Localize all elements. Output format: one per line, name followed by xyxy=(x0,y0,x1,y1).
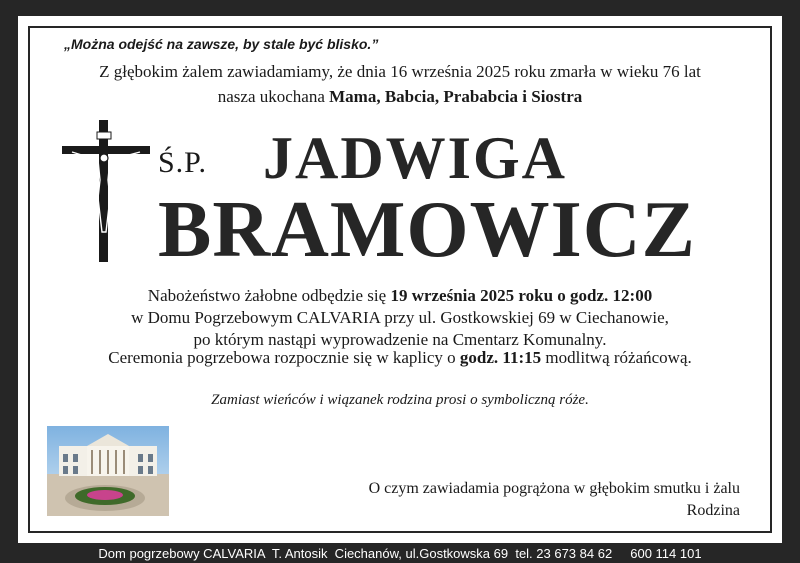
intro-line-1: Z głębokim żalem zawiadamiamy, że dnia 16 września 2025 roku zmarła w wieku 76 lat xyxy=(99,62,701,81)
closing-line-1: O czym zawiadamia pogrążona w głębokim smutku i żalu xyxy=(368,480,740,497)
deceased-prefix: Ś.P. xyxy=(158,146,208,179)
funeral-line-1 xyxy=(30,285,770,307)
deceased-last-name: BRAMOWICZ xyxy=(158,186,696,274)
ceremony-time: godz. 11:15 xyxy=(459,348,542,367)
closing-signature: Rodzina xyxy=(686,502,740,519)
intro-line-2-prefix: nasza ukochana xyxy=(217,87,330,106)
funeral-line-2: w Domu Pogrzebowym CALVARIA przy ul. Gostkowskiej 69 w Ciechanowie, xyxy=(131,308,669,327)
funeral-line-1-prefix: Nabożeństwo żałobne odbędzie się xyxy=(147,286,391,305)
funeral-line-4-suffix: modlitwą różańcową. xyxy=(541,348,692,367)
funeral-line-4-prefix: Ceremonia pogrzebowa rozpocznie się w kaplicy o xyxy=(108,348,460,367)
funeral-home-photo xyxy=(47,426,169,516)
motto-quote: „Można odejść na zawsze, by stale być blisko.” xyxy=(64,36,379,52)
flowers-note: Zamiast wieńców i wiązanek rodzina prosi o symboliczną róże. xyxy=(211,392,589,408)
intro-line-2 xyxy=(30,87,770,107)
intro-relations: Mama, Babcia, Prababcia i Siostra xyxy=(329,87,583,106)
deceased-first-name: JADWIGA xyxy=(262,125,567,191)
closing-text xyxy=(369,478,740,522)
funeral-line-4 xyxy=(30,347,770,369)
funeral-line-3: po którym nastąpi wyprowadzenie na Cmentarz Komunalny. xyxy=(193,330,607,349)
footer-contact: Dom pogrzebowy CALVARIA T. Antosik Ciechanów, ul.Gostkowska 69 tel. 23 673 84 62 600 114 101 xyxy=(98,546,702,561)
funeral-date-time: 19 września 2025 roku o godz. 12:00 xyxy=(390,286,653,305)
